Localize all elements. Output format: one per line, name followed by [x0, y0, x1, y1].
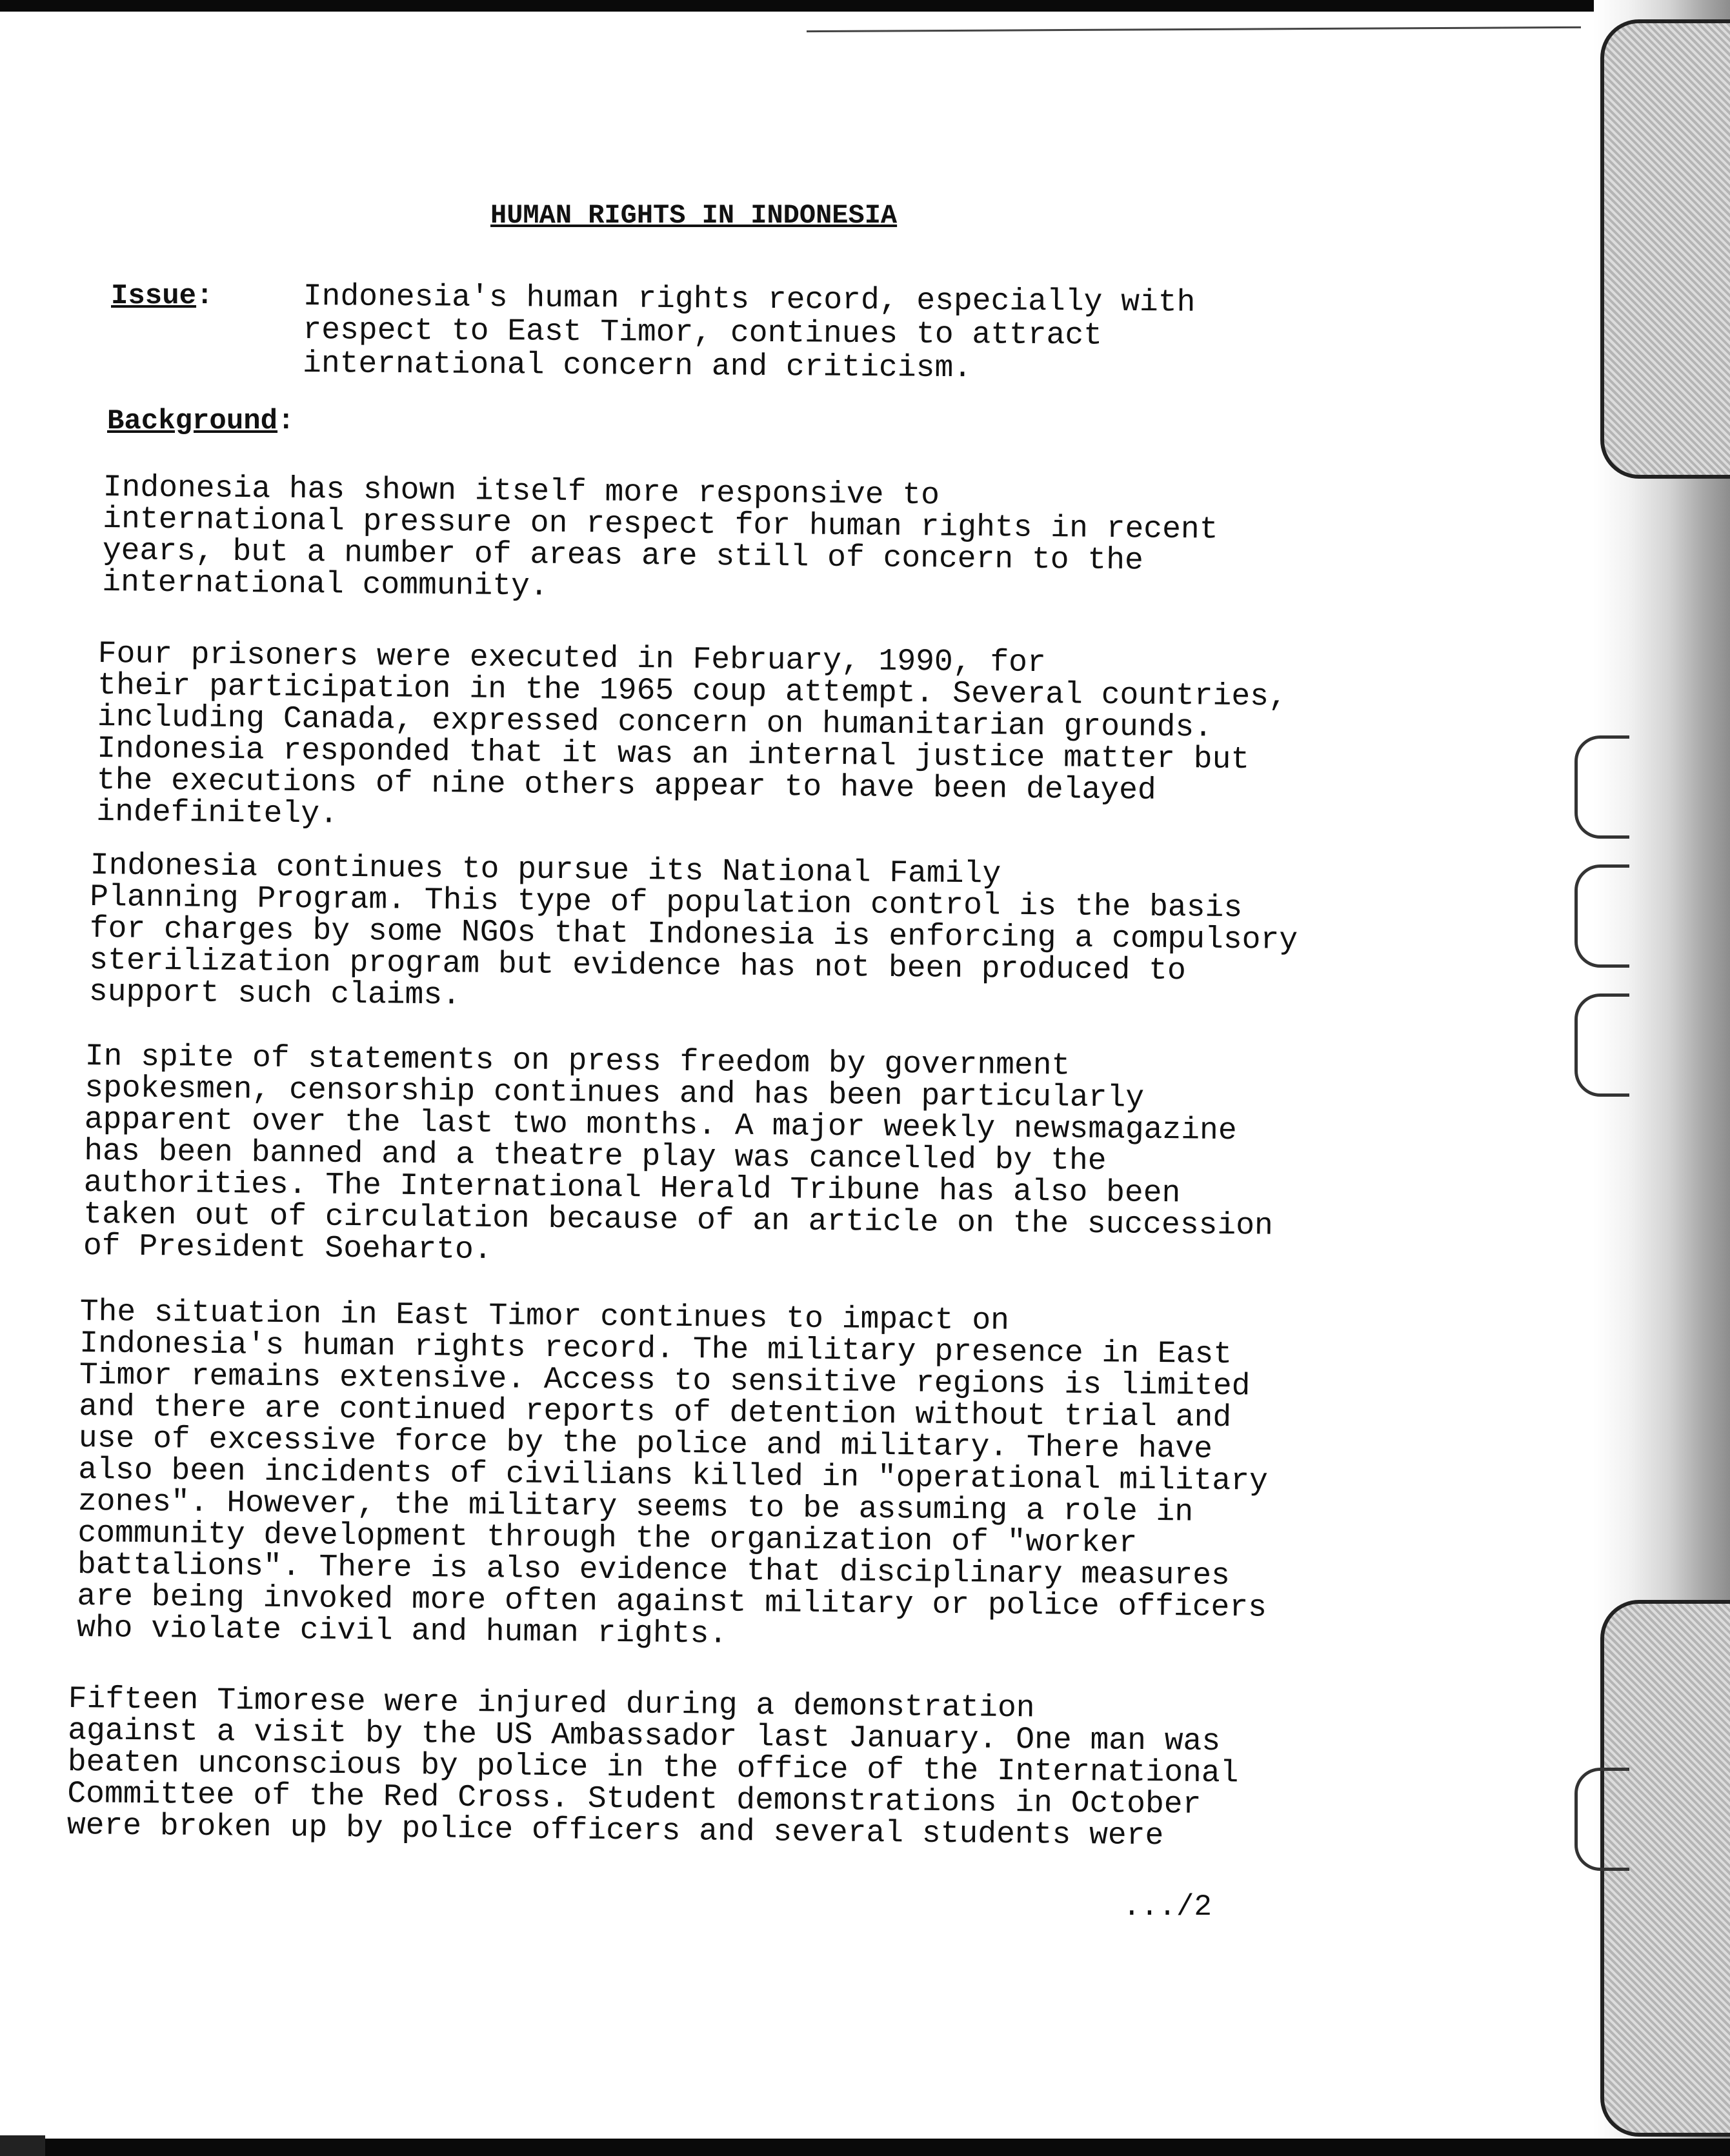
scan-bottom-edge [0, 2139, 1730, 2156]
binder-ring [1574, 1768, 1629, 1871]
paragraph: Indonesia continues to pursue its National Family Planning Program. This type of population control is the basis for charges by some NGOs that Indonesia is enforcing a compulsory sterilization program but evidence has not been produced to support such claims. [88, 848, 1298, 1013]
document-title: HUMAN RIGHTS IN INDONESIA [490, 200, 898, 231]
issue-heading: Issue: [111, 280, 214, 312]
paragraph: In spite of statements on press freedom by government spokesmen, censorship continues and has been particularly apparent over the last two months. A major weekly newsmagazine has been banned and a theatre play was cancelled by the authorities. The International Herald Tribune has also been taken out of circulation because of an article on the succession of President Soeharto. [83, 1039, 1274, 1268]
background-label: Background [107, 405, 278, 437]
binder-ring [1574, 993, 1629, 1097]
issue-text: Indonesia's human rights record, especially with respect to East Timor, continues to attract international concern and criticism. [302, 279, 1196, 386]
paragraph: Fifteen Timorese were injured during a demonstration against a visit by the US Ambassador last January. One man was beaten unconscious by police in the office of the International Committee of the Red Cross. Student demonstrations in October were broken up by police officers and several students were [66, 1682, 1239, 1854]
scan-top-edge [0, 0, 1730, 12]
scan-top-rule [807, 26, 1581, 32]
paragraph: The situation in East Timor continues to impact on Indonesia's human rights record. The military presence in East Timor remains extensive. Access to sensitive regions is limited and there are continued reports of detention without trial and use of excessive force by the police and military. There have also been incidents of civilians killed in "operational military zones". However, the military seems to be assuming a role in community development through the organization of "worker battalions". There is also evidence that disciplinary measures are being invoked more often against military or police officers who violate civil and human rights. [76, 1295, 1269, 1652]
page-continuation-marker: .../2 [1123, 1890, 1212, 1924]
binder-ring [1574, 735, 1629, 839]
paragraph: Four prisoners were executed in February, 1990, for their participation in the 1965 coup attempt. Several countries, including Canada, expressed concern on humanitarian grounds. Indonesia responded that it was an internal justice matter but the executions of nine others appear to have been delayed indefinitely. [96, 637, 1287, 832]
issue-label: Issue [111, 280, 197, 312]
binder-ring [1574, 864, 1629, 968]
scan-corner-mark [0, 2135, 45, 2156]
background-heading: Background: [107, 405, 295, 437]
paragraph: Indonesia has shown itself more responsive to international pressure on respect for human rights in recent years, but a number of areas are still of concern to the international community. [102, 470, 1218, 604]
binder-tab-top [1600, 19, 1730, 479]
